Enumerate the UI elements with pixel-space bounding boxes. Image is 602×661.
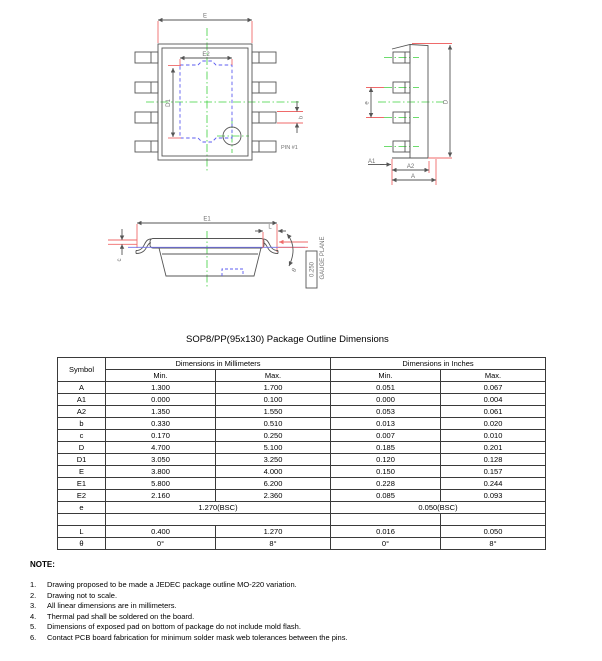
note-text: Dimensions of exposed pad on bottom of package do not include mold flash. <box>47 622 301 632</box>
cell-mm-min: 3.800 <box>106 466 216 478</box>
cell-mm-max: 6.200 <box>216 478 331 490</box>
cell-mm-max: 3.250 <box>216 454 331 466</box>
cell-mm-max: 2.360 <box>216 490 331 502</box>
d-dimension-label: D <box>443 99 450 105</box>
col-header-mm: Dimensions in Millimeters <box>106 358 331 370</box>
cell-mm-max: 1.700 <box>216 382 331 394</box>
cell-mm-min: 0.400 <box>106 526 216 538</box>
note-item <box>30 622 590 633</box>
dimension-e-pitch <box>365 88 385 118</box>
gauge-value-label: 0.250 <box>309 261 316 278</box>
dimension-D-side <box>412 44 452 159</box>
cell-empty <box>106 514 331 526</box>
cell-in-max: 0.093 <box>441 490 546 502</box>
note-text: Drawing proposed to be made a JEDEC package outline MO-220 variation. <box>47 580 297 589</box>
cell-in-min: 0.000 <box>331 394 441 406</box>
cell-mm-min: 0.330 <box>106 418 216 430</box>
cell-empty <box>331 514 441 526</box>
cell-in-min: 0.150 <box>331 466 441 478</box>
cell-symbol: A <box>58 382 106 394</box>
cell-symbol: c <box>58 430 106 442</box>
cell-mm-min: 0.000 <box>106 394 216 406</box>
note-item <box>30 612 590 623</box>
b-dimension-label: b <box>298 115 305 120</box>
gauge-plane-label: GAUGE PLANE <box>320 236 326 280</box>
note-item <box>30 601 590 612</box>
cell-in-min: 0.185 <box>331 442 441 454</box>
c-dimension-label: c <box>117 258 123 262</box>
cell-in-max: 0.010 <box>441 430 546 442</box>
pin1-label: PIN #1 <box>281 145 298 151</box>
note-item <box>30 591 590 602</box>
cell-in-min: 0.013 <box>331 418 441 430</box>
cell-in-min: 0.053 <box>331 406 441 418</box>
exposed-pad-front <box>222 269 243 276</box>
note-number: 2. <box>30 590 37 600</box>
header-row-groups <box>58 358 546 370</box>
cell-in-bsc: 0.050(BSC) <box>331 502 546 514</box>
table-row <box>58 406 546 418</box>
dimension-b <box>277 101 305 133</box>
cell-mm-max: 0.250 <box>216 430 331 442</box>
col-header-in-max: Max. <box>441 370 546 382</box>
side-view <box>365 44 453 186</box>
e-pitch-label: e <box>364 101 371 105</box>
note-number: 6. <box>30 632 37 642</box>
note-text: Thermal pad shall be soldered on the board. <box>47 611 195 621</box>
table-row <box>58 394 546 406</box>
e2-dimension-label: E2 <box>202 52 210 58</box>
cell-mm-min: 1.350 <box>106 406 216 418</box>
cell-symbol: D1 <box>58 454 106 466</box>
table-row <box>58 490 546 502</box>
cell-in-max: 0.244 <box>441 478 546 490</box>
dimension-E <box>158 14 252 44</box>
table-row <box>58 454 546 466</box>
cell-mm-max: 0.510 <box>216 418 331 430</box>
table-row <box>58 538 546 550</box>
col-header-in-min: Min. <box>331 370 441 382</box>
d1-dimension-label: D1 <box>166 99 172 107</box>
cell-mm-min: 0° <box>106 538 216 550</box>
table-row <box>58 418 546 430</box>
note-number: 5. <box>30 622 37 632</box>
cell-in-min: 0° <box>331 538 441 550</box>
cell-mm-max: 8° <box>216 538 331 550</box>
a-dimension-label: A <box>410 174 416 180</box>
col-header-mm-max: Max. <box>216 370 331 382</box>
cell-symbol: E1 <box>58 478 106 490</box>
col-header-mm-min: Min. <box>106 370 216 382</box>
note-text: Drawing not to scale. <box>47 590 118 600</box>
cell-symbol: E <box>58 466 106 478</box>
table-row <box>58 478 546 490</box>
dimension-c <box>108 229 137 262</box>
cell-mm-min: 3.050 <box>106 454 216 466</box>
cell-in-max: 0.128 <box>441 454 546 466</box>
cell-mm-max: 5.100 <box>216 442 331 454</box>
e1-dimension-label: E1 <box>203 216 211 223</box>
cell-symbol: E2 <box>58 490 106 502</box>
table-row-empty <box>58 514 546 526</box>
cell-symbol: A1 <box>58 394 106 406</box>
cell-in-min: 0.120 <box>331 454 441 466</box>
table-row <box>58 466 546 478</box>
col-header-symbol: Symbol <box>58 358 106 382</box>
cell-mm-min: 1.300 <box>106 382 216 394</box>
note-item <box>30 580 590 591</box>
exposed-pad-outline <box>180 61 232 142</box>
cell-in-max: 0.201 <box>441 442 546 454</box>
notes-heading: NOTE: <box>30 560 55 569</box>
e-dimension-label: E <box>202 13 208 20</box>
cell-mm-max: 4.000 <box>216 466 331 478</box>
table-row-bsc <box>58 502 546 514</box>
note-text: Contact PCB board fabrication for minimum solder mask web tolerances between the pins. <box>47 632 348 642</box>
cell-symbol: D <box>58 442 106 454</box>
a2-dimension-label: A2 <box>406 164 415 170</box>
note-number: 3. <box>30 601 37 611</box>
cell-empty <box>441 514 546 526</box>
dimension-A-group <box>368 159 436 185</box>
cell-mm-bsc: 1.270(BSC) <box>106 502 331 514</box>
cell-in-max: 0.050 <box>441 526 546 538</box>
cell-mm-max: 1.270 <box>216 526 331 538</box>
table-row <box>58 430 546 442</box>
cell-in-max: 8° <box>441 538 546 550</box>
cell-in-min: 0.085 <box>331 490 441 502</box>
cell-in-max: 0.020 <box>441 418 546 430</box>
cell-symbol: e <box>58 502 106 514</box>
table-row <box>58 442 546 454</box>
cell-symbol: θ <box>58 538 106 550</box>
cell-mm-min: 4.700 <box>106 442 216 454</box>
cell-symbol: L <box>58 526 106 538</box>
note-text: All linear dimensions are in millimeters. <box>47 601 177 611</box>
dimension-E2 <box>180 52 232 65</box>
cell-in-min: 0.051 <box>331 382 441 394</box>
cell-in-min: 0.228 <box>331 478 441 490</box>
cell-empty <box>58 514 106 526</box>
cell-symbol: A2 <box>58 406 106 418</box>
theta-callout <box>278 234 326 288</box>
l-dimension-label: L <box>268 224 272 231</box>
cell-mm-min: 0.170 <box>106 430 216 442</box>
dimensions-table <box>57 357 546 550</box>
cell-in-max: 0.157 <box>441 466 546 478</box>
notes-section <box>30 560 590 644</box>
cell-symbol: b <box>58 418 106 430</box>
page-title: SOP8/PP(95x130) Package Outline Dimensions <box>186 334 389 345</box>
front-view <box>108 217 326 290</box>
cell-in-max: 0.061 <box>441 406 546 418</box>
package-body-side <box>392 45 428 159</box>
cell-mm-min: 2.160 <box>106 490 216 502</box>
table-row <box>58 382 546 394</box>
cell-in-min: 0.016 <box>331 526 441 538</box>
theta-label: θ <box>291 267 299 274</box>
package-outline-drawing <box>0 0 602 330</box>
cell-in-max: 0.067 <box>441 382 546 394</box>
centerlines-side <box>378 58 445 147</box>
cell-mm-min: 5.800 <box>106 478 216 490</box>
cell-in-min: 0.007 <box>331 430 441 442</box>
header-row-minmax <box>58 370 546 382</box>
dimension-L <box>255 225 286 249</box>
col-header-in: Dimensions in Inches <box>331 358 546 370</box>
table-row <box>58 526 546 538</box>
note-item <box>30 633 590 644</box>
cell-mm-max: 0.100 <box>216 394 331 406</box>
cell-mm-max: 1.550 <box>216 406 331 418</box>
cell-in-max: 0.004 <box>441 394 546 406</box>
top-view <box>135 14 305 174</box>
note-number: 1. <box>30 580 37 589</box>
a1-dimension-label: A1 <box>368 159 376 165</box>
note-number: 4. <box>30 611 37 621</box>
